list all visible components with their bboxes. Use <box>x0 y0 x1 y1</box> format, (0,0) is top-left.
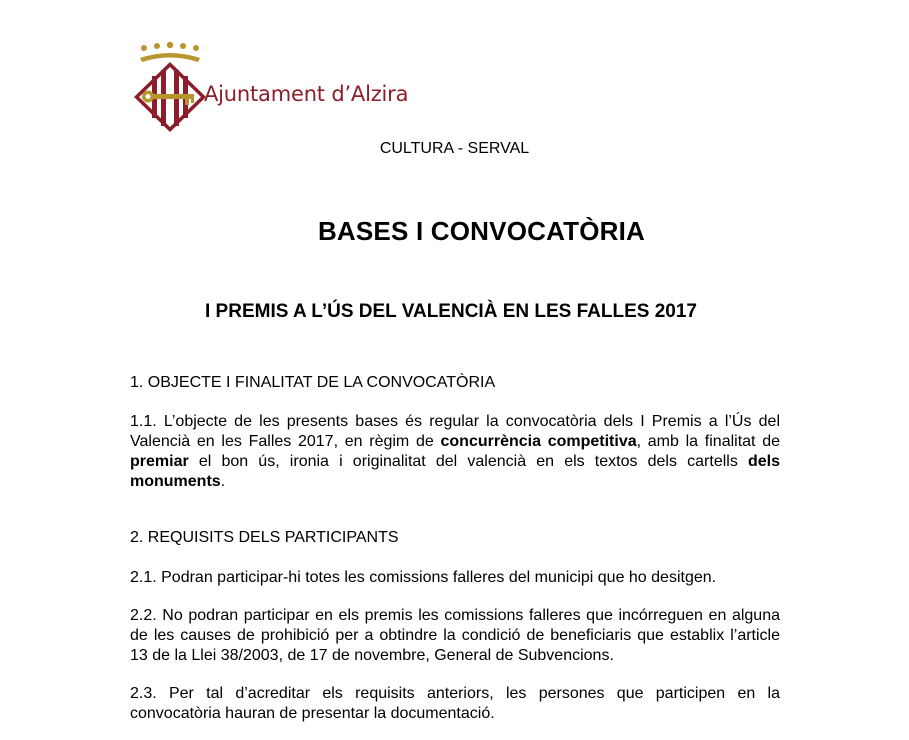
logo-text: Ajuntament d’Alzira <box>204 82 409 106</box>
paragraph-1-1-part-a: 1.1. L’objecte de les presents bases és regular la convocatòria dels I Premis a l’Ús del Valencià en les Falles 2017, en règim de <box>130 413 780 450</box>
paragraph-2-3: 2.3. Per tal d’acreditar els requisits anteriors, les persones que participen en la convocatòria hauran de presentar la documentació. <box>130 685 780 722</box>
coat-of-arms-icon <box>130 40 210 132</box>
document-subtitle: I PREMIS A L’ÚS DEL VALENCIÀ EN LES FALLES 2017 <box>205 301 697 322</box>
department-label: CULTURA - SERVAL <box>379 140 530 157</box>
section-2-heading: 2. REQUISITS DELS PARTICIPANTS <box>130 529 399 546</box>
paragraph-2-1: 2.1. Podran participar-hi totes les comissions falleres del municipi que ho desitgen. <box>130 569 717 586</box>
paragraph-1-1 <box>130 412 780 492</box>
section-1-heading: 1. OBJECTE I FINALITAT DE LA CONVOCATÒRIA <box>130 374 496 391</box>
paragraph-1-1-part-c: , amb la finalitat de <box>636 433 781 450</box>
paragraph-1-1-bold-1: concurrència competitiva <box>440 433 637 450</box>
paragraph-1-1-part-d: el bon ús, ironia i originalitat del valencià en els textos dels cartells <box>188 453 748 470</box>
document-title: BASES I CONVOCATÒRIA <box>317 216 646 246</box>
paragraph-1-1-part-e: . <box>220 473 226 490</box>
paragraph-1-1-bold-2: premiar <box>130 453 189 470</box>
paragraph-2-2: 2.2. No podran participar en els premis les comissions falleres que incórreguen en alguna de les causes de prohibició per a obtindre la condició de beneficiaris que establix l’article 13 de la Llei 38/2003, de 17 de novembre, General de Subvencions. <box>130 607 780 664</box>
paragraph-1-1-bold-3: dels monuments <box>130 453 780 490</box>
